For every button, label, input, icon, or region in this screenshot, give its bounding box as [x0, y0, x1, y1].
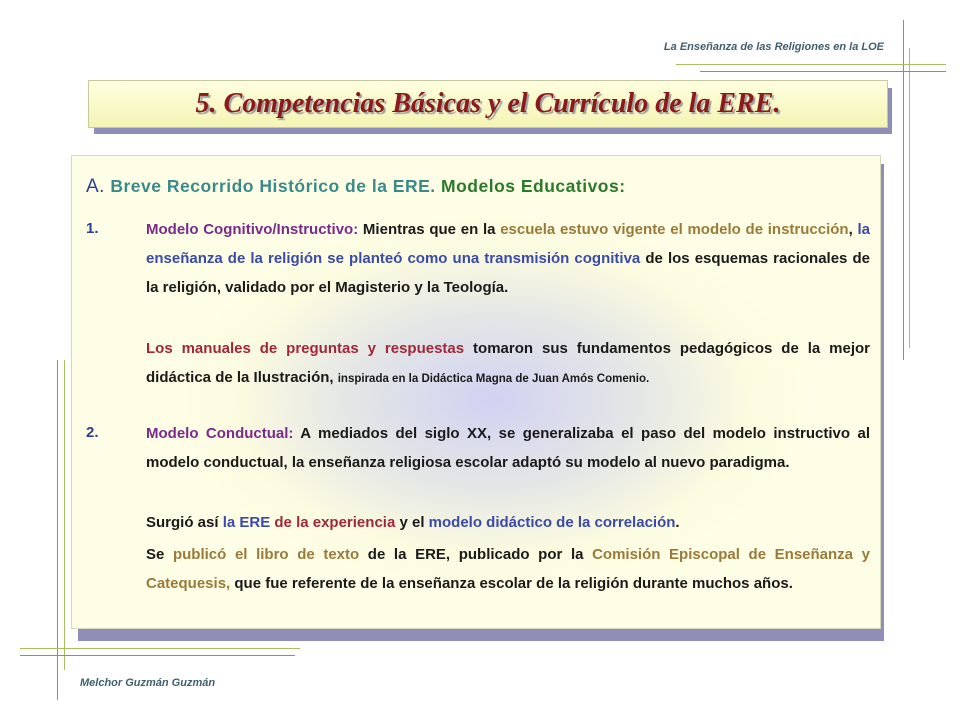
section-letter: A.: [86, 176, 105, 197]
title-banner: [88, 80, 888, 128]
section-title: Breve Recorrido Histórico de la ERE.: [110, 176, 436, 196]
section-heading: [86, 176, 626, 198]
text-run: la correlación: [577, 514, 676, 531]
item-paragraph: [146, 540, 870, 598]
text-run: de los esquemas racionales de la religión, validado por el Magisterio y la Teología.: [146, 250, 870, 296]
item-number: 1.: [86, 220, 99, 237]
item-paragraph: [146, 334, 870, 394]
header-caption: La Enseñanza de las Religiones en la LOE: [663, 41, 884, 53]
text-run: que fue referente de la enseñanza escolar de la religión durante muchos años.: [230, 575, 793, 592]
deco-line: [20, 655, 295, 656]
text-run: de la experiencia: [274, 514, 396, 531]
text-run: publicó el libro de texto: [172, 546, 360, 563]
text-run: escuela estuvo vigente el modelo de instrucción: [500, 221, 849, 238]
deco-line: [676, 64, 946, 65]
page-title: 5. Competencias Básicas y el Currículo de la ERE.: [195, 88, 781, 119]
deco-line: [909, 48, 910, 348]
deco-line: [64, 360, 65, 670]
text-run: Se: [146, 546, 173, 563]
text-run: Comisión Episcopal de Enseñanza y Catequesis,: [146, 546, 870, 592]
deco-line: [57, 360, 58, 700]
text-run: modelo didáctico de: [428, 514, 574, 531]
deco-line: [700, 71, 946, 72]
author: Melchor Guzmán Guzmán: [80, 677, 216, 689]
deco-line: [20, 648, 300, 649]
text-run: inspirada en la Didáctica Magna de Juan Amós Comenio.: [337, 373, 650, 385]
text-run: Mientras que en la: [358, 221, 501, 238]
text-run: y el: [395, 514, 429, 531]
item-number: 2.: [86, 424, 99, 441]
text-run: la ERE: [222, 514, 271, 531]
text-run: Los manuales de: [146, 340, 287, 357]
text-run: tomaron sus fundamentos pedagógicos de la mejor didáctica de la Ilustración,: [146, 340, 871, 386]
text-run: Surgió así: [146, 514, 223, 531]
model-label: Modelo Conductual:: [146, 425, 294, 442]
text-run: la enseñanza de la religión se planteó como una transmisión cognitiva: [146, 221, 870, 267]
item-paragraph: [146, 419, 870, 477]
model-label: Modelo Cognitivo/Instructivo:: [146, 221, 359, 238]
text-run: ,: [848, 221, 858, 238]
text-run: .: [675, 514, 680, 531]
text-run: de la ERE, publicado por la: [359, 546, 593, 563]
section-subtitle: Modelos Educativos:: [441, 176, 626, 196]
text-run: preguntas y respuestas: [286, 340, 465, 357]
item-paragraph: [146, 508, 870, 537]
text-run: A mediados del siglo XX, se generalizaba el paso del modelo instructivo al modelo conductual, la enseñanza religiosa escolar adaptó su modelo al nuevo paradigma.: [146, 425, 870, 471]
item-paragraph: [146, 215, 870, 302]
